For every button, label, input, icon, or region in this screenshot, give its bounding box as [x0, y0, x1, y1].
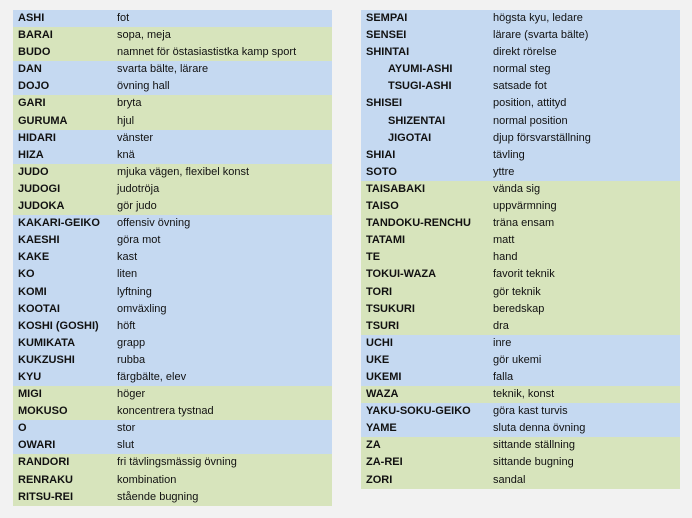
glossary-definition: omväxling — [117, 302, 167, 315]
glossary-term: DOJO — [18, 80, 50, 93]
glossary-row — [13, 181, 332, 198]
glossary-definition: sopa, meja — [117, 29, 171, 42]
glossary-row — [13, 249, 332, 266]
glossary-row — [361, 181, 680, 198]
glossary-definition: gör judo — [117, 200, 157, 213]
glossary-term: TE — [366, 251, 381, 264]
glossary-term: TSUKURI — [366, 302, 415, 315]
glossary-row — [13, 198, 332, 215]
glossary-definition: lyftning — [117, 285, 152, 298]
glossary-term: TSUGI-ASHI — [388, 80, 452, 93]
glossary-row — [13, 147, 332, 164]
glossary-definition: normal steg — [493, 63, 551, 76]
glossary-term: TOKUI-WAZA — [366, 268, 437, 281]
glossary-term: HIZA — [18, 148, 44, 161]
glossary-row — [13, 78, 332, 95]
glossary-term: TAISO — [366, 200, 399, 213]
glossary-row — [361, 335, 680, 352]
glossary-term: TORI — [366, 285, 393, 298]
glossary-term: JUDO — [18, 165, 49, 178]
glossary-row — [13, 403, 332, 420]
glossary-definition: inre — [493, 336, 512, 349]
glossary-definition: yttre — [493, 165, 515, 178]
glossary-definition: namnet för östasiastistka kamp sport — [117, 46, 297, 59]
glossary-definition: färgbälte, elev — [117, 370, 187, 383]
glossary-row — [13, 420, 332, 437]
glossary-row — [13, 61, 332, 78]
glossary-term: YAKU-SOKU-GEIKO — [366, 405, 471, 418]
glossary-definition: rubba — [117, 353, 146, 366]
glossary-term: ZA — [366, 439, 381, 452]
glossary-term: JUDOKA — [18, 200, 65, 213]
glossary-term: UKE — [366, 353, 390, 366]
glossary-definition: hjul — [117, 114, 135, 127]
glossary-definition: dra — [493, 319, 509, 332]
glossary-term: DAN — [18, 63, 42, 76]
glossary-row — [361, 284, 680, 301]
glossary-row — [13, 44, 332, 61]
glossary-definition: normal position — [493, 114, 568, 127]
glossary-term: ZORI — [366, 473, 393, 486]
glossary-definition: koncentrera tystnad — [117, 405, 214, 418]
glossary-row — [13, 95, 332, 112]
glossary-definition: tävling — [493, 148, 525, 161]
glossary-definition: sluta denna övning — [493, 422, 586, 435]
glossary-row — [13, 164, 332, 181]
glossary-row — [361, 232, 680, 249]
glossary-term: KUKZUSHI — [18, 353, 75, 366]
glossary-term: KAKARI-GEIKO — [18, 217, 100, 230]
glossary-term: KYU — [18, 370, 42, 383]
glossary-term: ZA-REI — [366, 456, 403, 469]
glossary-definition: hand — [493, 251, 518, 264]
glossary-term: KAKE — [18, 251, 50, 264]
glossary-definition: sittande ställning — [493, 439, 575, 452]
glossary-row — [361, 44, 680, 61]
glossary-row — [361, 386, 680, 403]
glossary-definition: judotröja — [117, 182, 160, 195]
glossary-term: JIGOTAI — [388, 131, 432, 144]
glossary-definition: sandal — [493, 473, 526, 486]
glossary-term: SHISEI — [366, 97, 403, 110]
glossary-term: HIDARI — [18, 131, 56, 144]
glossary-definition: grapp — [117, 336, 146, 349]
glossary-definition: liten — [117, 268, 138, 281]
glossary-row — [13, 27, 332, 44]
glossary-row — [13, 352, 332, 369]
glossary-definition: högsta kyu, ledare — [493, 12, 583, 24]
glossary-left-column — [13, 10, 332, 506]
glossary-row — [361, 249, 680, 266]
glossary-definition: stor — [117, 422, 136, 435]
glossary-row — [13, 284, 332, 301]
glossary-term: MIGI — [18, 388, 42, 401]
glossary-definition: falla — [493, 370, 514, 383]
glossary-row — [361, 147, 680, 164]
glossary-row — [13, 266, 332, 283]
glossary-row — [361, 301, 680, 318]
glossary-term: MOKUSO — [18, 405, 68, 418]
glossary-row — [361, 164, 680, 181]
glossary-row — [13, 472, 332, 489]
glossary-definition: teknik, konst — [493, 388, 555, 401]
glossary-definition: satsade fot — [493, 80, 547, 93]
glossary-row — [13, 113, 332, 130]
glossary-row — [361, 266, 680, 283]
glossary-term: TANDOKU-RENCHU — [366, 217, 471, 230]
glossary-row — [13, 301, 332, 318]
glossary-definition: matt — [493, 234, 515, 247]
glossary-definition: knä — [117, 148, 135, 161]
glossary-term: AYUMI-ASHI — [388, 63, 453, 76]
glossary-row — [361, 27, 680, 44]
glossary-definition: sittande bugning — [493, 456, 574, 469]
glossary-term: YAME — [366, 422, 397, 435]
glossary-term: SHINTAI — [366, 46, 410, 59]
glossary-row — [361, 472, 680, 489]
glossary-definition: fot — [117, 12, 130, 24]
glossary-row — [13, 10, 332, 27]
glossary-row — [361, 95, 680, 112]
glossary-term: KOOTAI — [18, 302, 60, 315]
glossary-row — [361, 352, 680, 369]
glossary-definition: uppvärmning — [493, 200, 557, 213]
glossary-row — [361, 113, 680, 130]
glossary-definition: höft — [117, 319, 136, 332]
glossary-term: UCHI — [366, 336, 393, 349]
glossary-term: SOTO — [366, 165, 397, 178]
glossary-row — [13, 318, 332, 335]
glossary-row — [361, 78, 680, 95]
glossary-row — [361, 130, 680, 147]
glossary-definition: mjuka vägen, flexibel konst — [117, 165, 250, 178]
glossary-term: SEMPAI — [366, 12, 408, 24]
glossary-definition: kast — [117, 251, 138, 264]
glossary-term: WAZA — [366, 388, 399, 401]
glossary-definition: bryta — [117, 97, 142, 110]
glossary-definition: position, attityd — [493, 97, 567, 110]
glossary-definition: offensiv övning — [117, 217, 191, 230]
glossary-definition: göra mot — [117, 234, 161, 247]
glossary-row — [13, 454, 332, 471]
glossary-term: GARI — [18, 97, 46, 110]
glossary-term: SHIZENTAI — [388, 114, 446, 127]
glossary-term: BUDO — [18, 46, 51, 59]
glossary-term: JUDOGI — [18, 182, 61, 195]
glossary-term: TATAMI — [366, 234, 406, 247]
glossary-term: SHIAI — [366, 148, 396, 161]
glossary-row — [13, 232, 332, 249]
glossary-definition: vänster — [117, 131, 154, 144]
glossary-term: TSURI — [366, 319, 399, 332]
glossary-row — [361, 215, 680, 232]
glossary-row — [361, 369, 680, 386]
glossary-row — [361, 420, 680, 437]
glossary-definition: favorit teknik — [493, 268, 555, 281]
glossary-row — [361, 318, 680, 335]
glossary-definition: kombination — [117, 473, 177, 486]
glossary-definition: djup försvarställning — [493, 131, 591, 144]
glossary-definition: slut — [117, 439, 135, 452]
glossary-row — [361, 61, 680, 78]
glossary-term: KOMI — [18, 285, 47, 298]
glossary-row — [13, 215, 332, 232]
glossary-definition: gör ukemi — [493, 353, 542, 366]
glossary-definition: svarta bälte, lärare — [117, 63, 209, 76]
glossary-term: RITSU-REI — [18, 490, 73, 503]
glossary-row — [361, 10, 680, 27]
glossary-term: TAISABAKI — [366, 182, 426, 195]
glossary-term: UKEMI — [366, 370, 402, 383]
glossary-definition: vända sig — [493, 182, 541, 195]
glossary-term: RENRAKU — [18, 473, 73, 486]
glossary-definition: stående bugning — [117, 490, 199, 503]
glossary-row — [13, 369, 332, 386]
glossary-row — [13, 335, 332, 352]
glossary-row — [13, 130, 332, 147]
glossary-definition: höger — [117, 388, 146, 401]
glossary-term: KUMIKATA — [18, 336, 76, 349]
glossary-term: KO — [18, 268, 35, 281]
glossary-row — [13, 489, 332, 506]
glossary-row — [361, 454, 680, 471]
glossary-definition: gör teknik — [493, 285, 541, 298]
glossary-row — [361, 403, 680, 420]
glossary-definition: träna ensam — [493, 217, 555, 230]
glossary-term: O — [18, 422, 27, 435]
glossary-term: RANDORI — [18, 456, 70, 469]
glossary-row — [13, 386, 332, 403]
glossary-term: KOSHI (GOSHI) — [18, 319, 99, 332]
glossary-row — [13, 437, 332, 454]
glossary-definition: övning hall — [117, 80, 170, 93]
glossary-term: GURUMA — [18, 114, 68, 127]
glossary-definition: lärare (svarta bälte) — [493, 29, 589, 42]
glossary-row — [361, 437, 680, 454]
glossary-term: OWARI — [18, 439, 56, 452]
glossary-term: ASHI — [18, 12, 45, 24]
glossary-definition: fri tävlingsmässig övning — [117, 456, 237, 469]
glossary-definition: göra kast turvis — [493, 405, 568, 418]
glossary-definition: beredskap — [493, 302, 545, 315]
glossary-definition: direkt rörelse — [493, 46, 557, 59]
glossary-right-column — [361, 10, 680, 489]
glossary-term: BARAI — [18, 29, 53, 42]
glossary-row — [361, 198, 680, 215]
glossary-term: KAESHI — [18, 234, 60, 247]
glossary-term: SENSEI — [366, 29, 407, 42]
